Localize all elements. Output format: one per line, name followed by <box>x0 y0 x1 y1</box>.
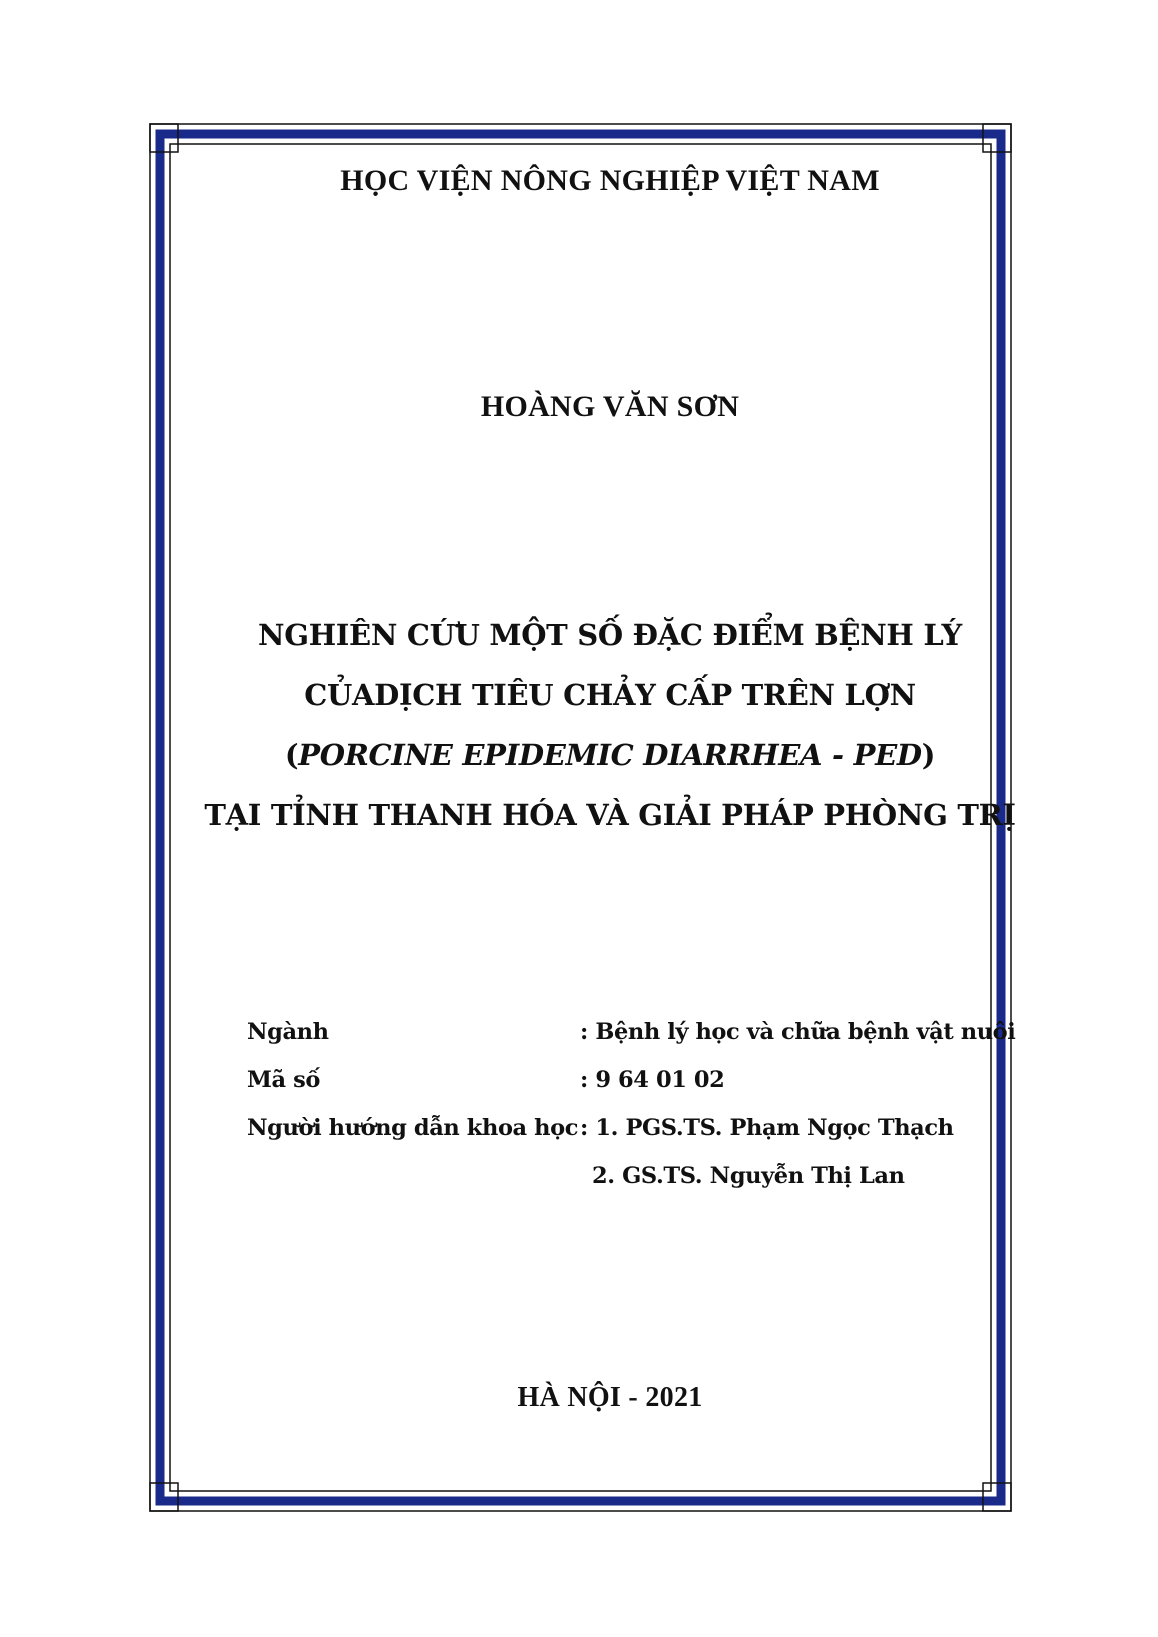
title-paren-open: ( <box>284 738 299 772</box>
thesis-title <box>175 605 1045 845</box>
author-name: HOÀNG VĂN SƠN <box>480 390 740 423</box>
advisor-1: : 1. PGS.TS. Phạm Ngọc Thạch <box>580 1115 954 1141</box>
place-and-year: HÀ NỘI - 2021 <box>517 1382 703 1413</box>
major-value: : Bệnh lý học và chữa bệnh vật nuôi <box>580 1019 1016 1045</box>
advisor-2: 2. GS.TS. Nguyễn Thị Lan <box>592 1163 905 1189</box>
title-line-4: TẠI TỈNH THANH HÓA VÀ GIẢI PHÁP PHÒNG TRỊ <box>204 798 1016 832</box>
code-value: : 9 64 01 02 <box>580 1067 725 1093</box>
institution-name: HỌC VIỆN NÔNG NGHIỆP VIỆT NAM <box>340 164 880 197</box>
major-label: Ngành <box>247 1019 329 1045</box>
advisor-label: Người hướng dẫn khoa học <box>247 1115 579 1141</box>
code-label: Mã số <box>247 1067 320 1093</box>
title-line-2: CỦADỊCH TIÊU CHẢY CẤP TRÊN LỢN <box>304 678 916 712</box>
title-paren-close: ) <box>921 738 936 772</box>
advisor-row <box>247 1104 1037 1152</box>
code-row <box>247 1056 1037 1104</box>
thesis-info <box>247 1008 1037 1200</box>
title-line-1: NGHIÊN CỨU MỘT SỐ ĐẶC ĐIỂM BỆNH LÝ <box>258 618 962 652</box>
major-row <box>247 1008 1037 1056</box>
title-latin-name: PORCINE EPIDEMIC DIARRHEA - PED <box>298 738 922 772</box>
advisor-row-2 <box>247 1152 1037 1200</box>
cover-page <box>175 140 1045 1500</box>
title-line-3 <box>175 725 1045 785</box>
